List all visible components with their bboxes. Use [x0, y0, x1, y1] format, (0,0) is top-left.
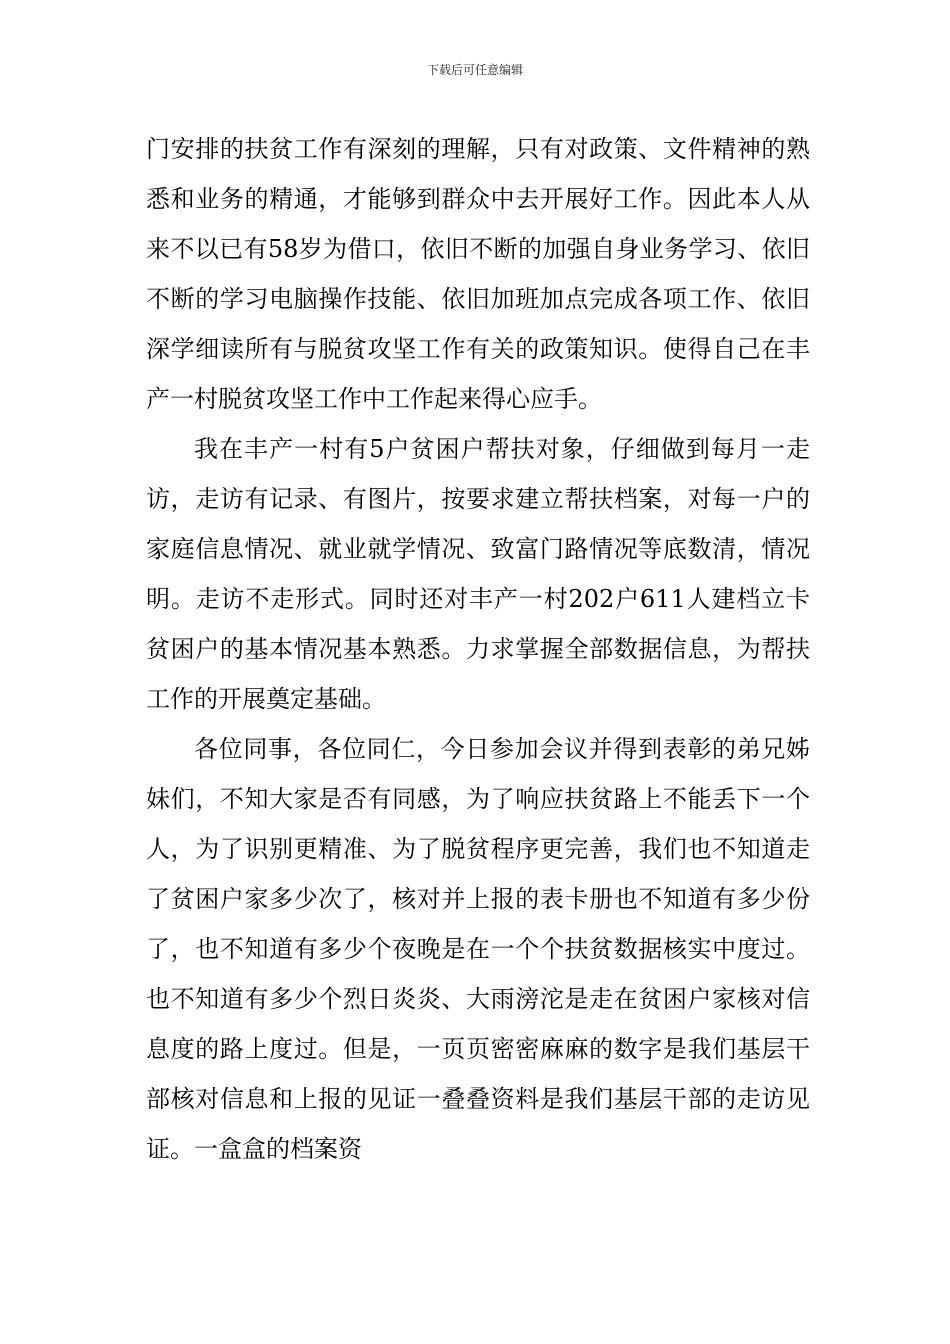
- paragraph-poverty-households: 我在丰产一村有5户贫困户帮扶对象，仔细做到每月一走访，走访有记录、有图片，按要求建立帮扶档案，对每一户的家庭信息情况、就业就学情况、致富门路情况等底数清，情况明。走访不走形式。同时还对丰产一村202户611人建档立卡贫困户的基本情况基本熟悉。力求掌握全部数据信息，为帮扶工作的开展奠定基础。: [146, 435, 810, 713]
- page-header-note: 下载后可任意编辑: [426, 63, 523, 77]
- document-body: [146, 124, 810, 1174]
- paragraph-continued: 门安排的扶贫工作有深刻的理解，只有对政策、文件精神的熟悉和业务的精通，才能够到群众中去开展好工作。因此本人从来不以已有58岁为借口，依旧不断的加强自身业务学习、依旧不断的学习电脑操作技能、依旧加班加点完成各项工作、依旧深学细读所有与脱贫攻坚工作有关的政策知识。使得自己在丰产一村脱贫攻坚工作中工作起来得心应手。: [146, 135, 810, 413]
- paragraph-colleagues: 各位同事，各位同仁，今日参加会议并得到表彰的弟兄姊妹们，不知大家是否有同感，为了响应扶贫路上不能丢下一个人，为了识别更精准、为了脱贫程序更完善，我们也不知道走了贫困户家多少次了，核对并上报的表卡册也不知道有多少份了，也不知道有多少个夜晚是在一个个扶贫数据核实中度过。也不知道有多少个烈日炎炎、大雨滂沱是走在贫困户家核对信息度的路上度过。但是，一页页密密麻麻的数字是我们基层干部核对信息和上报的见证一叠叠资料是我们基层干部的走访见证。一盒盒的档案资: [146, 735, 810, 1163]
